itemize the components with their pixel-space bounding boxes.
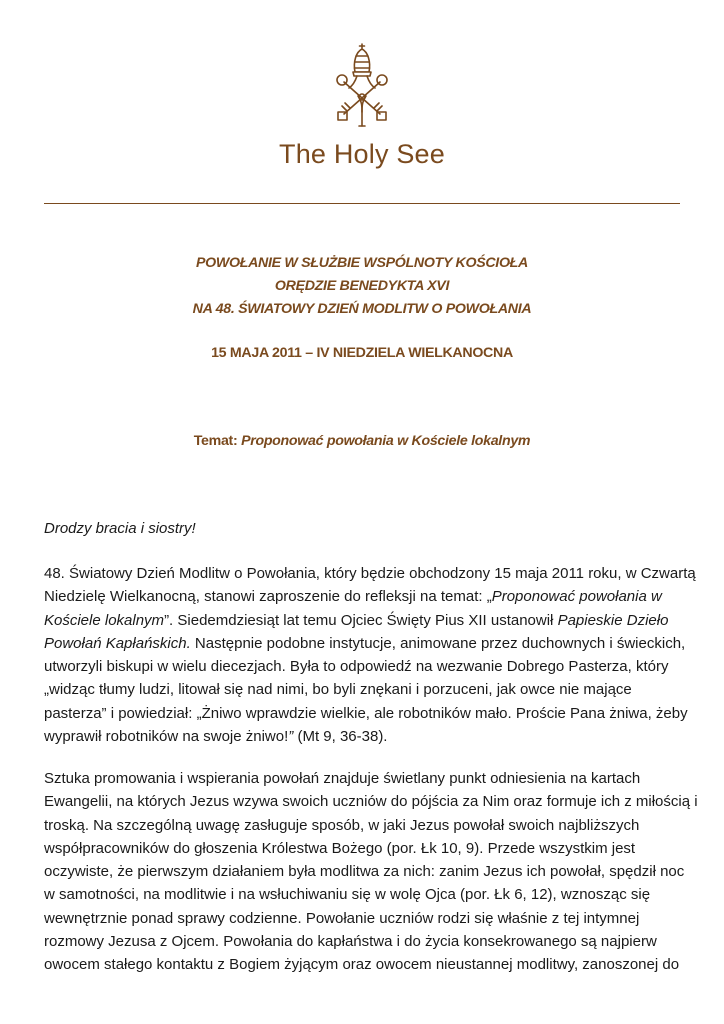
- paragraph-line: owocem stałego kontaktu z Bogiem żyjącym oraz owocem nieustannej modlitwy, zanoszonej do: [44, 956, 680, 974]
- paragraph-line: [44, 632, 684, 655]
- site-title: The Holy See: [279, 139, 445, 169]
- salutation: Drodzy bracia i siostry!: [44, 520, 196, 537]
- text-run: (Mt 9, 36-38).: [293, 728, 388, 746]
- document-theme: [0, 433, 724, 449]
- paragraph-line: Sztuka promowania i wspierania powołań znajduje świetlany punkt odniesienia na kartach: [44, 770, 641, 787]
- paragraph-line: Ewangelii, na których Jezus wzywa swoich uczniów do pójścia za Nim oraz formuje ich z miłością i: [44, 793, 698, 811]
- text-run: Następnie podobne instytucje, animowane przez duchownych i świeckich,: [190, 634, 686, 652]
- text-run-italic: Powołań Kapłańskich.: [44, 634, 191, 652]
- text-run: wyprawił robotników na swoje żniwo!: [44, 728, 289, 746]
- paragraph-line: rozmowy Jezusa z Ojcem. Powołania do kapłaństwa i do życia konsekrowanego są najpierw: [44, 933, 657, 951]
- text-run: ”. Siedemdziesiąt lat temu Ojciec Święty Pius XII ustanowił: [164, 611, 558, 629]
- paragraph-line: 48. Światowy Dzień Modlitw o Powołania, który będzie obchodzony 15 maja 2011 roku, w Czwartą: [44, 565, 696, 582]
- document-date: 15 MAJA 2011 – IV NIEDZIELA WIELKANOCNA: [211, 345, 513, 361]
- paragraph-1: [44, 562, 696, 748]
- paragraph-line: [44, 609, 684, 632]
- text-run-italic: Proponować powołania w: [491, 588, 662, 606]
- theme-title: Proponować powołania w Kościele lokalnym: [241, 433, 531, 449]
- document-heading-line-2: ORĘDZIE BENEDYKTA XVI: [274, 278, 450, 294]
- paragraph-line: „widząc tłumy ludzi, litował się nad nimi, bo byli znękani i porzuceni, jak owce nie mające: [44, 681, 632, 699]
- paragraph-line: troską. Na szczególną uwagę zasługuje sposób, w jaki Jezus powołał swoich najbliższych: [44, 816, 640, 834]
- paragraph-2: [44, 767, 698, 977]
- text-run-italic: Kościele lokalnym: [44, 611, 165, 629]
- paragraph-line: oczywiste, że pierwszym działaniem była modlitwa za nich: zanim Jezus ich powołał, spędził noc: [44, 863, 685, 881]
- paragraph-line: w samotności, na modlitwie i na wsłuchiwaniu się w wolę Ojca (por. Łk 6, 12), wznosząc się: [44, 886, 651, 904]
- paragraph-line: utworzyli biskupi w wielu diecezjach. Była to odpowiedź na wezwanie Dobrego Pasterza, który: [44, 658, 669, 676]
- paragraph-line: współpracowników do głoszenia Królestwa Bożego (por. Łk 10, 9). Przede wszystkim jest: [44, 839, 636, 857]
- document-heading-line-3: NA 48. ŚWIATOWY DZIEŃ MODLITW O POWOŁANIA: [192, 301, 532, 317]
- theme-label: Temat:: [193, 433, 242, 449]
- header-divider: [44, 203, 680, 204]
- paragraph-line: wewnętrznie ponad sprawy codzienne. Powołanie uczniów rodzi się właśnie z tej intymnej: [44, 909, 640, 927]
- paragraph-line: [44, 725, 684, 748]
- text-run-italic: ”: [288, 728, 294, 746]
- paragraph-line: pasterza” i powiedział: „Żniwo wprawdzie wielkie, ale robotników mało. Proście Pana żniwa, żeby: [44, 704, 688, 722]
- papal-coat-of-arms-icon: [322, 42, 402, 128]
- paragraph-line: [44, 585, 684, 608]
- document-heading-line-1: POWOŁANIE W SŁUŻBIE WSPÓLNOTY KOŚCIOŁA: [196, 255, 528, 271]
- text-run: Niedzielę Wielkanocną, stanowi zaproszenie do refleksji na temat: „: [44, 588, 492, 606]
- text-run-italic: Papieskie Dzieło: [557, 611, 669, 629]
